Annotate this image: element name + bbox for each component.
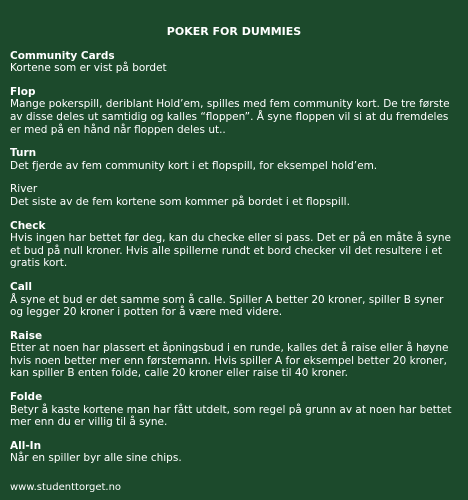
term-definition: Betyr å kaste kortene man har fått utdelt, som regel på grunn av at noen har bettet mer enn du er villig til å syne. <box>10 403 452 429</box>
glossary-entry-flop <box>10 86 458 136</box>
glossary-entry-check <box>10 220 458 270</box>
term-heading: River <box>10 183 38 196</box>
footer-url: www.studenttorget.no <box>10 482 122 493</box>
term-heading: Flop <box>10 85 36 98</box>
page-title: POKER FOR DUMMIES <box>166 25 302 38</box>
term-definition: Det siste av de fem kortene som kommer på bordet i et flopspill. <box>10 195 350 208</box>
term-heading: Turn <box>10 147 37 160</box>
glossary-entry-all-in <box>10 440 458 465</box>
term-definition: Kortene som er vist på bordet <box>10 62 167 75</box>
term-heading: Community Cards <box>10 49 115 62</box>
glossary-entry-raise <box>10 330 458 380</box>
term-heading: All-In <box>10 439 42 452</box>
term-definition: Det fjerde av fem community kort i et flopspill, for eksempel hold’em. <box>10 159 378 172</box>
term-definition: Når en spiller byr alle sine chips. <box>10 452 182 465</box>
term-heading: Call <box>10 280 32 293</box>
glossary-entry-call <box>10 281 458 319</box>
term-heading: Folde <box>10 391 43 404</box>
term-heading: Raise <box>10 329 43 342</box>
term-definition: Etter at noen har plassert et åpningsbud i en runde, kalles det å raise eller å høyne hvis noen better mer enn førstemann. Hvis spiller A for eksempel better 20 kroner, kan spiller B enten folde, calle 20 kroner eller raise til 40 kroner. <box>10 342 449 380</box>
glossary-entry-turn <box>10 147 458 172</box>
glossary-entry-river <box>10 183 458 208</box>
glossary-entry-folde <box>10 391 458 429</box>
term-definition: Hvis ingen har bettet før deg, kan du checke eller si pass. Det er på en måte å syne et bud på null kroner. Hvis alle spillerne rundt et bord checker vil det resultere i et gratis kort. <box>10 232 451 270</box>
term-heading: Check <box>10 219 46 232</box>
term-definition: Å syne et bud er det samme som å calle. Spiller A better 20 kroner, spiller B syner og legger 20 kroner i potten for å være med videre. <box>10 293 444 319</box>
term-definition: Mange pokerspill, deriblant Hold’em, spilles med fem community kort. De tre første av disse deles ut samtidig og kalles “floppen”. Å syne floppen vil si at du fremdeles er med på en hånd når floppen deles ut.. <box>10 98 450 136</box>
glossary-entry-community-cards <box>10 50 458 75</box>
